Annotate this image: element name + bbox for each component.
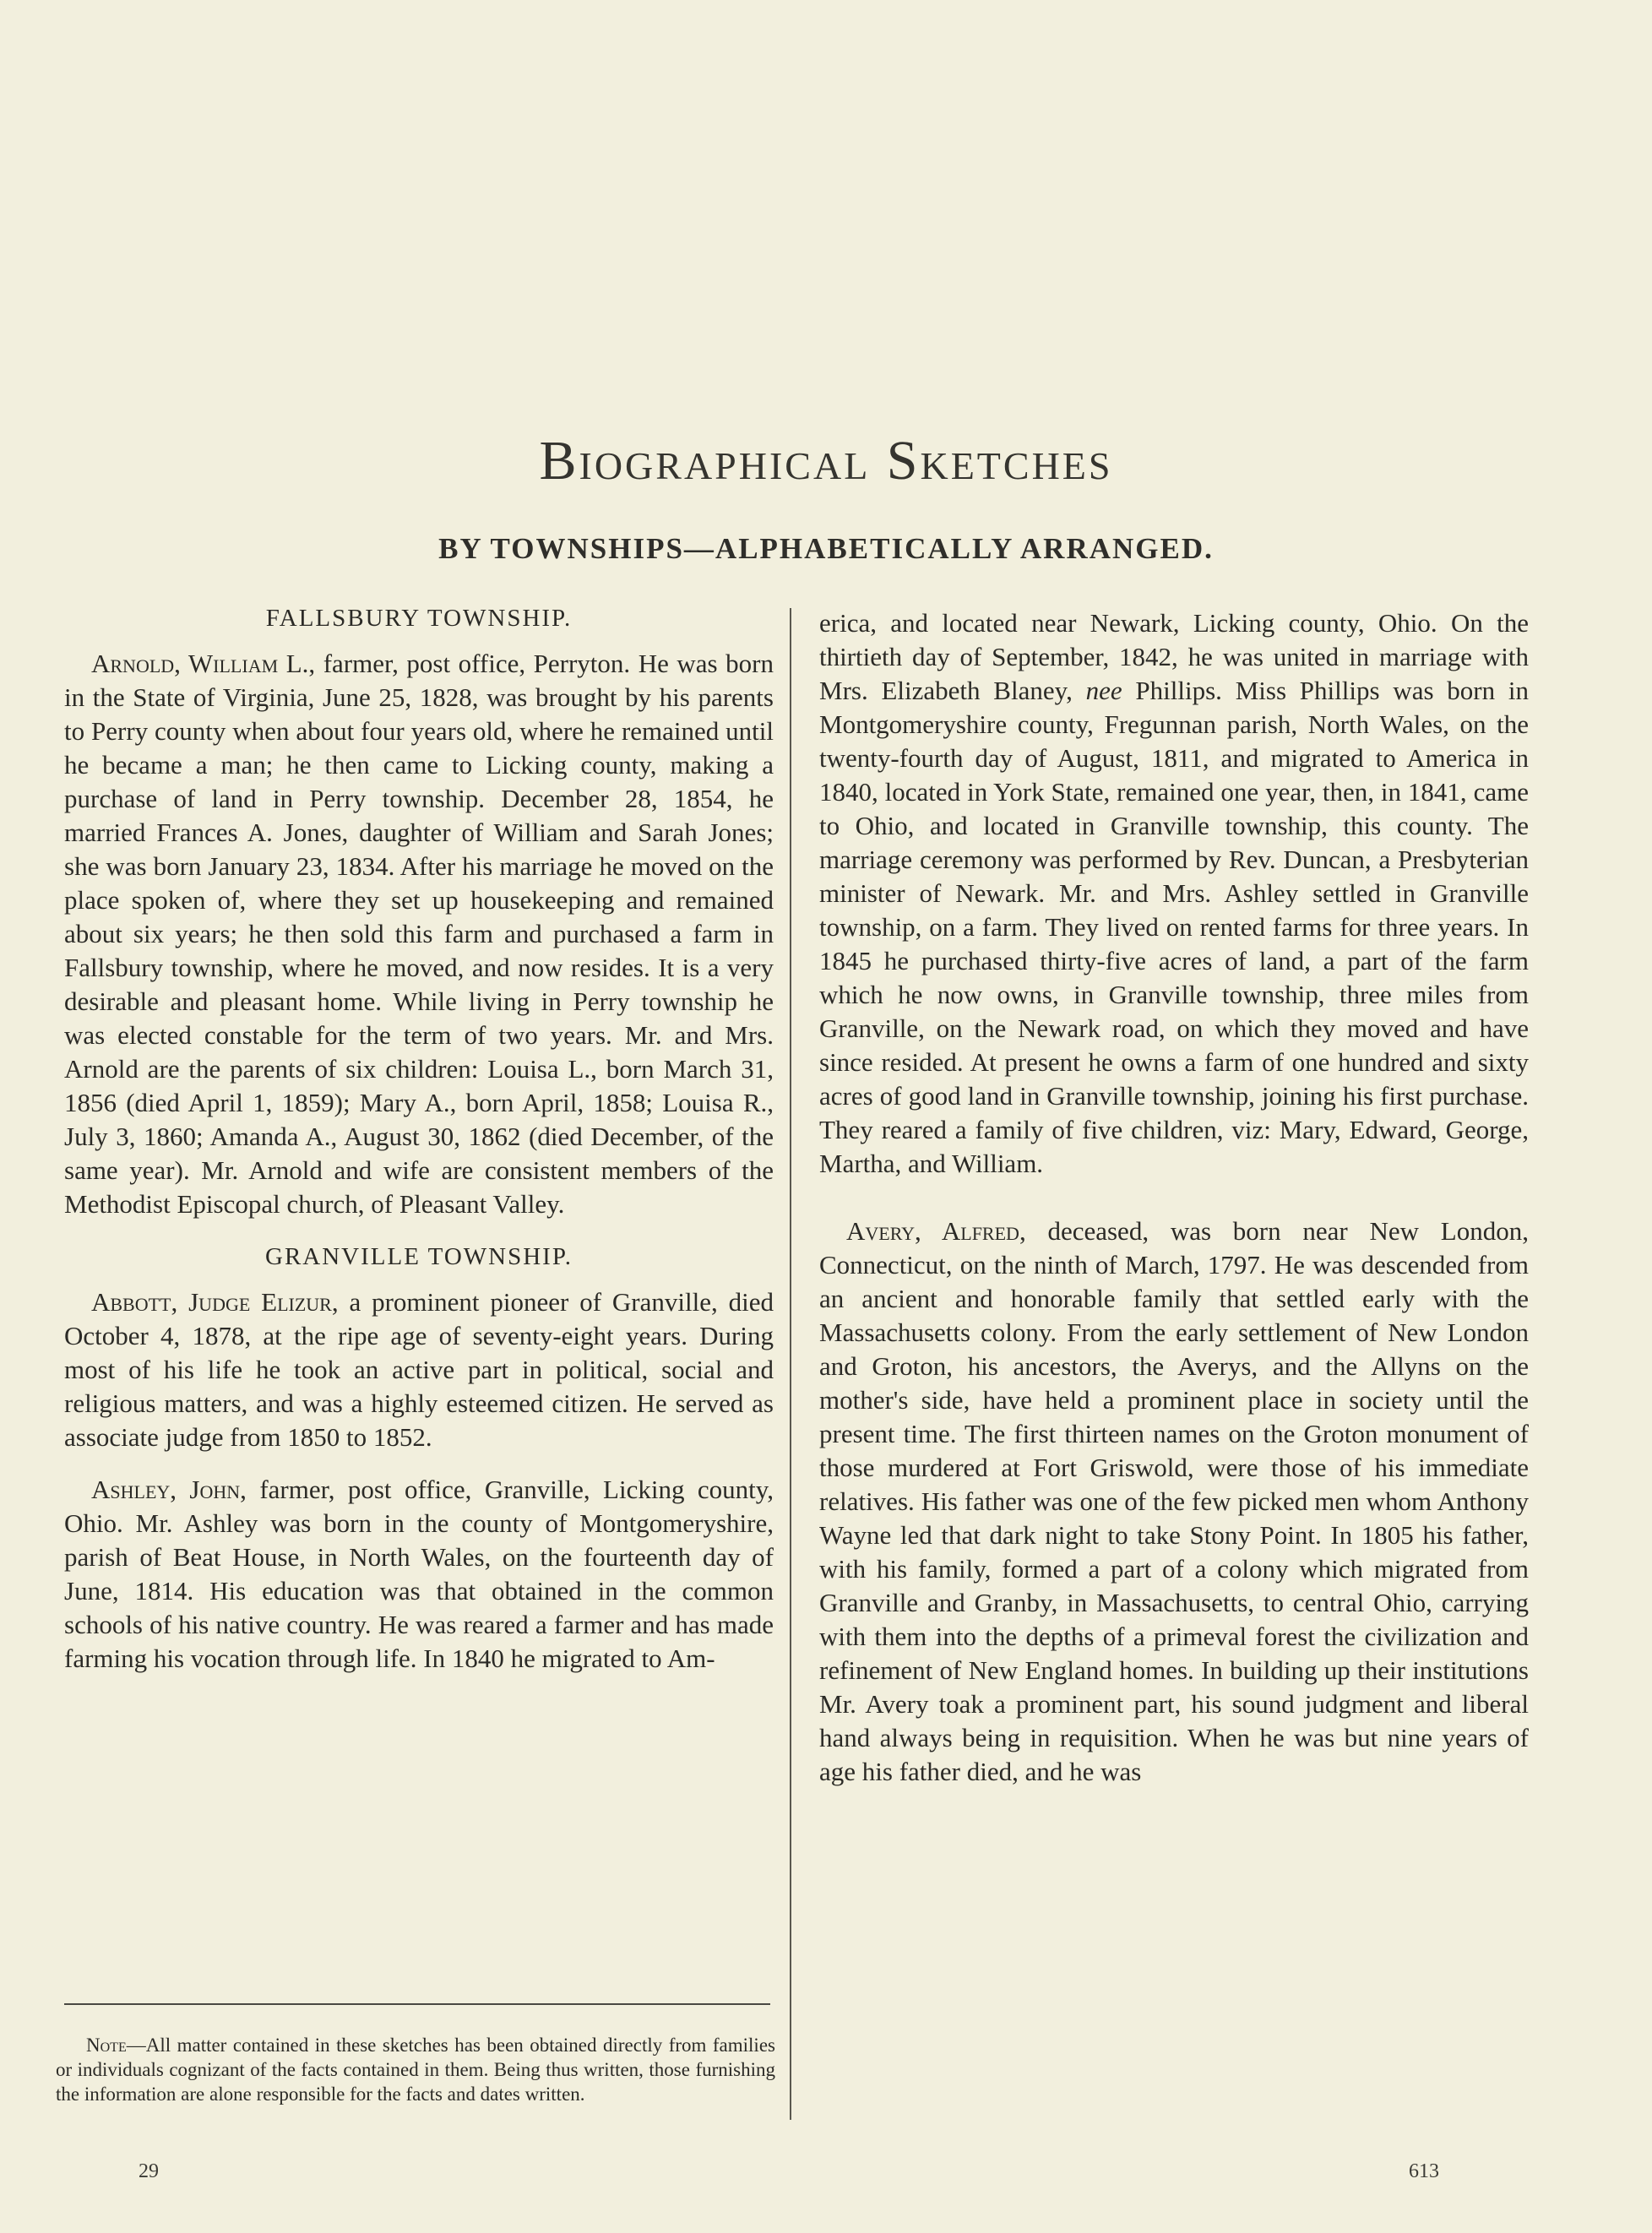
page-number-left: 29 bbox=[139, 2160, 159, 2182]
entry-name-ashley: Ashley, John bbox=[91, 1475, 241, 1504]
right-column bbox=[819, 606, 1529, 1807]
left-column bbox=[64, 598, 774, 1694]
section-heading-fallsbury: FALLSBURY TOWNSHIP. bbox=[265, 605, 573, 632]
section-heading-granville: GRANVILLE TOWNSHIP. bbox=[265, 1243, 573, 1270]
entry-ashley-continued bbox=[819, 606, 1529, 1181]
footnote-text: —All matter contained in these sketches has been obtained directly from families or individuals cognizant of the facts contained in them. Being thus written, those furnishing the information are alone responsible for the facts and dates written. bbox=[56, 2035, 775, 2105]
page-subtitle: BY TOWNSHIPS—ALPHABETICALLY ARRANGED. bbox=[438, 532, 1214, 565]
entry-name-avery: Avery, Alfred bbox=[846, 1216, 1019, 1246]
entry-ashley bbox=[64, 1473, 774, 1676]
page-title: Biographical Sketches bbox=[539, 430, 1113, 492]
footnote-label: Note bbox=[86, 2035, 127, 2056]
footnote-rule bbox=[64, 2003, 770, 2005]
entry-name-abbott: Abbott, Judge Elizur bbox=[91, 1287, 332, 1317]
entry-arnold bbox=[64, 647, 774, 1221]
ashley-continued-nee: nee bbox=[1085, 676, 1122, 705]
entry-abbott bbox=[64, 1285, 774, 1454]
ashley-continued-text-2: Phillips. Miss Phillips was born in Montgomeryshire county, Fregunnan parish, North Wales, on the twenty-fourth day of August, 1811, and migrated to America in 1840, located in York State, remained one year, then, in 1841, came to Ohio, and located in Granville township, this county. The marriage ceremony was performed by Rev. Duncan, a Presbyterian minister of Newark. Mr. and Mrs. Ashley settled in Granville township, on a farm. They lived on rented farms for three years. In 1845 he purchased thirty-five acres of land, a part of the farm which he now owns, in Granville township, three miles from Granville, on the Newark road, on which they moved and have since resided. At present he owns a farm of one hundred and sixty acres of good land in Granville township, joining his first purchase. They reared a family of five children, viz: Mary, Edward, George, Martha, and William. bbox=[819, 676, 1529, 1178]
footnote bbox=[56, 2033, 775, 2106]
entry-text-abbott: , a prominent pioneer of Granville, died October 4, 1878, at the ripe age of seventy-eight years. During most of his life he took an active part in political, social and religious matters, and was a highly esteemed citizen. He served as associate judge from 1850 to 1852. bbox=[64, 1287, 774, 1452]
entry-text-arnold: , farmer, post office, Perryton. He was born in the State of Virginia, June 25, 1828, was brought by his parents to Perry county when about four years old, where he remained until he became a man; he then came to Licking county, making a purchase of land in Perry township. December 28, 1854, he married Frances A. Jones, daughter of William and Sarah Jones; she was born January 23, 1834. After his marriage he moved on the place spoken of, where they set up housekeeping and remained about six years; he then sold this farm and purchased a farm in Fallsbury township, where he moved, and now resides. It is a very desirable and pleasant home. While living in Perry township he was elected constable for the term of two years. Mr. and Mrs. Arnold are the parents of six children: Louisa L., born March 31, 1856 (died April 1, 1859); Mary A., born April, 1858; Louisa R., July 3, 1860; Amanda A., August 30, 1862 (died December, of the same year). Mr. Arnold and wife are consistent members of the Methodist Episcopal church, of Pleasant Valley. bbox=[64, 649, 774, 1219]
entry-text-avery: , deceased, was born near New London, Connecticut, on the ninth of March, 1797. He was descended from an ancient and honorable family that settled early with the Massachusetts colony. From the early settlement of New London and Groton, his ancestors, the Averys, and the Allyns on the mother's side, have held a prominent place in society until the present time. The first thirteen names on the Groton monument of those murdered at Fort Griswold, were those of his immediate relatives. His father was one of the few picked men whom Anthony Wayne led that dark night to take Stony Point. In 1805 his father, with his family, formed a part of a colony which migrated from Granville and Granby, in Massachusetts, to central Ohio, carrying with them into the depths of a primeval forest the civilization and refinement of New England homes. In building up their institutions Mr. Avery toak a prominent part, his sound judgment and liberal hand always being in requisition. When he was but nine years of age his father died, and he was bbox=[819, 1216, 1529, 1786]
entry-text-ashley: , farmer, post office, Granville, Licking county, Ohio. Mr. Ashley was born in the county of Montgomeryshire, parish of Beat House, in North Wales, on the fourteenth day of June, 1814. His education was that obtained in the common schools of his native country. He was reared a farmer and has made farming his vocation through life. In 1840 he migrated to Am- bbox=[64, 1475, 774, 1673]
entry-avery bbox=[819, 1214, 1529, 1789]
column-divider bbox=[790, 608, 791, 2120]
page-number-right: 613 bbox=[1409, 2160, 1439, 2182]
entry-name-arnold: Arnold, William L. bbox=[91, 649, 309, 678]
ashley-continued-text-1: erica, and located near Newark, Licking county, Ohio. On the thirtieth day of September, 1842, he was united in marriage with Mrs. Elizabeth Blaney, bbox=[819, 608, 1529, 705]
